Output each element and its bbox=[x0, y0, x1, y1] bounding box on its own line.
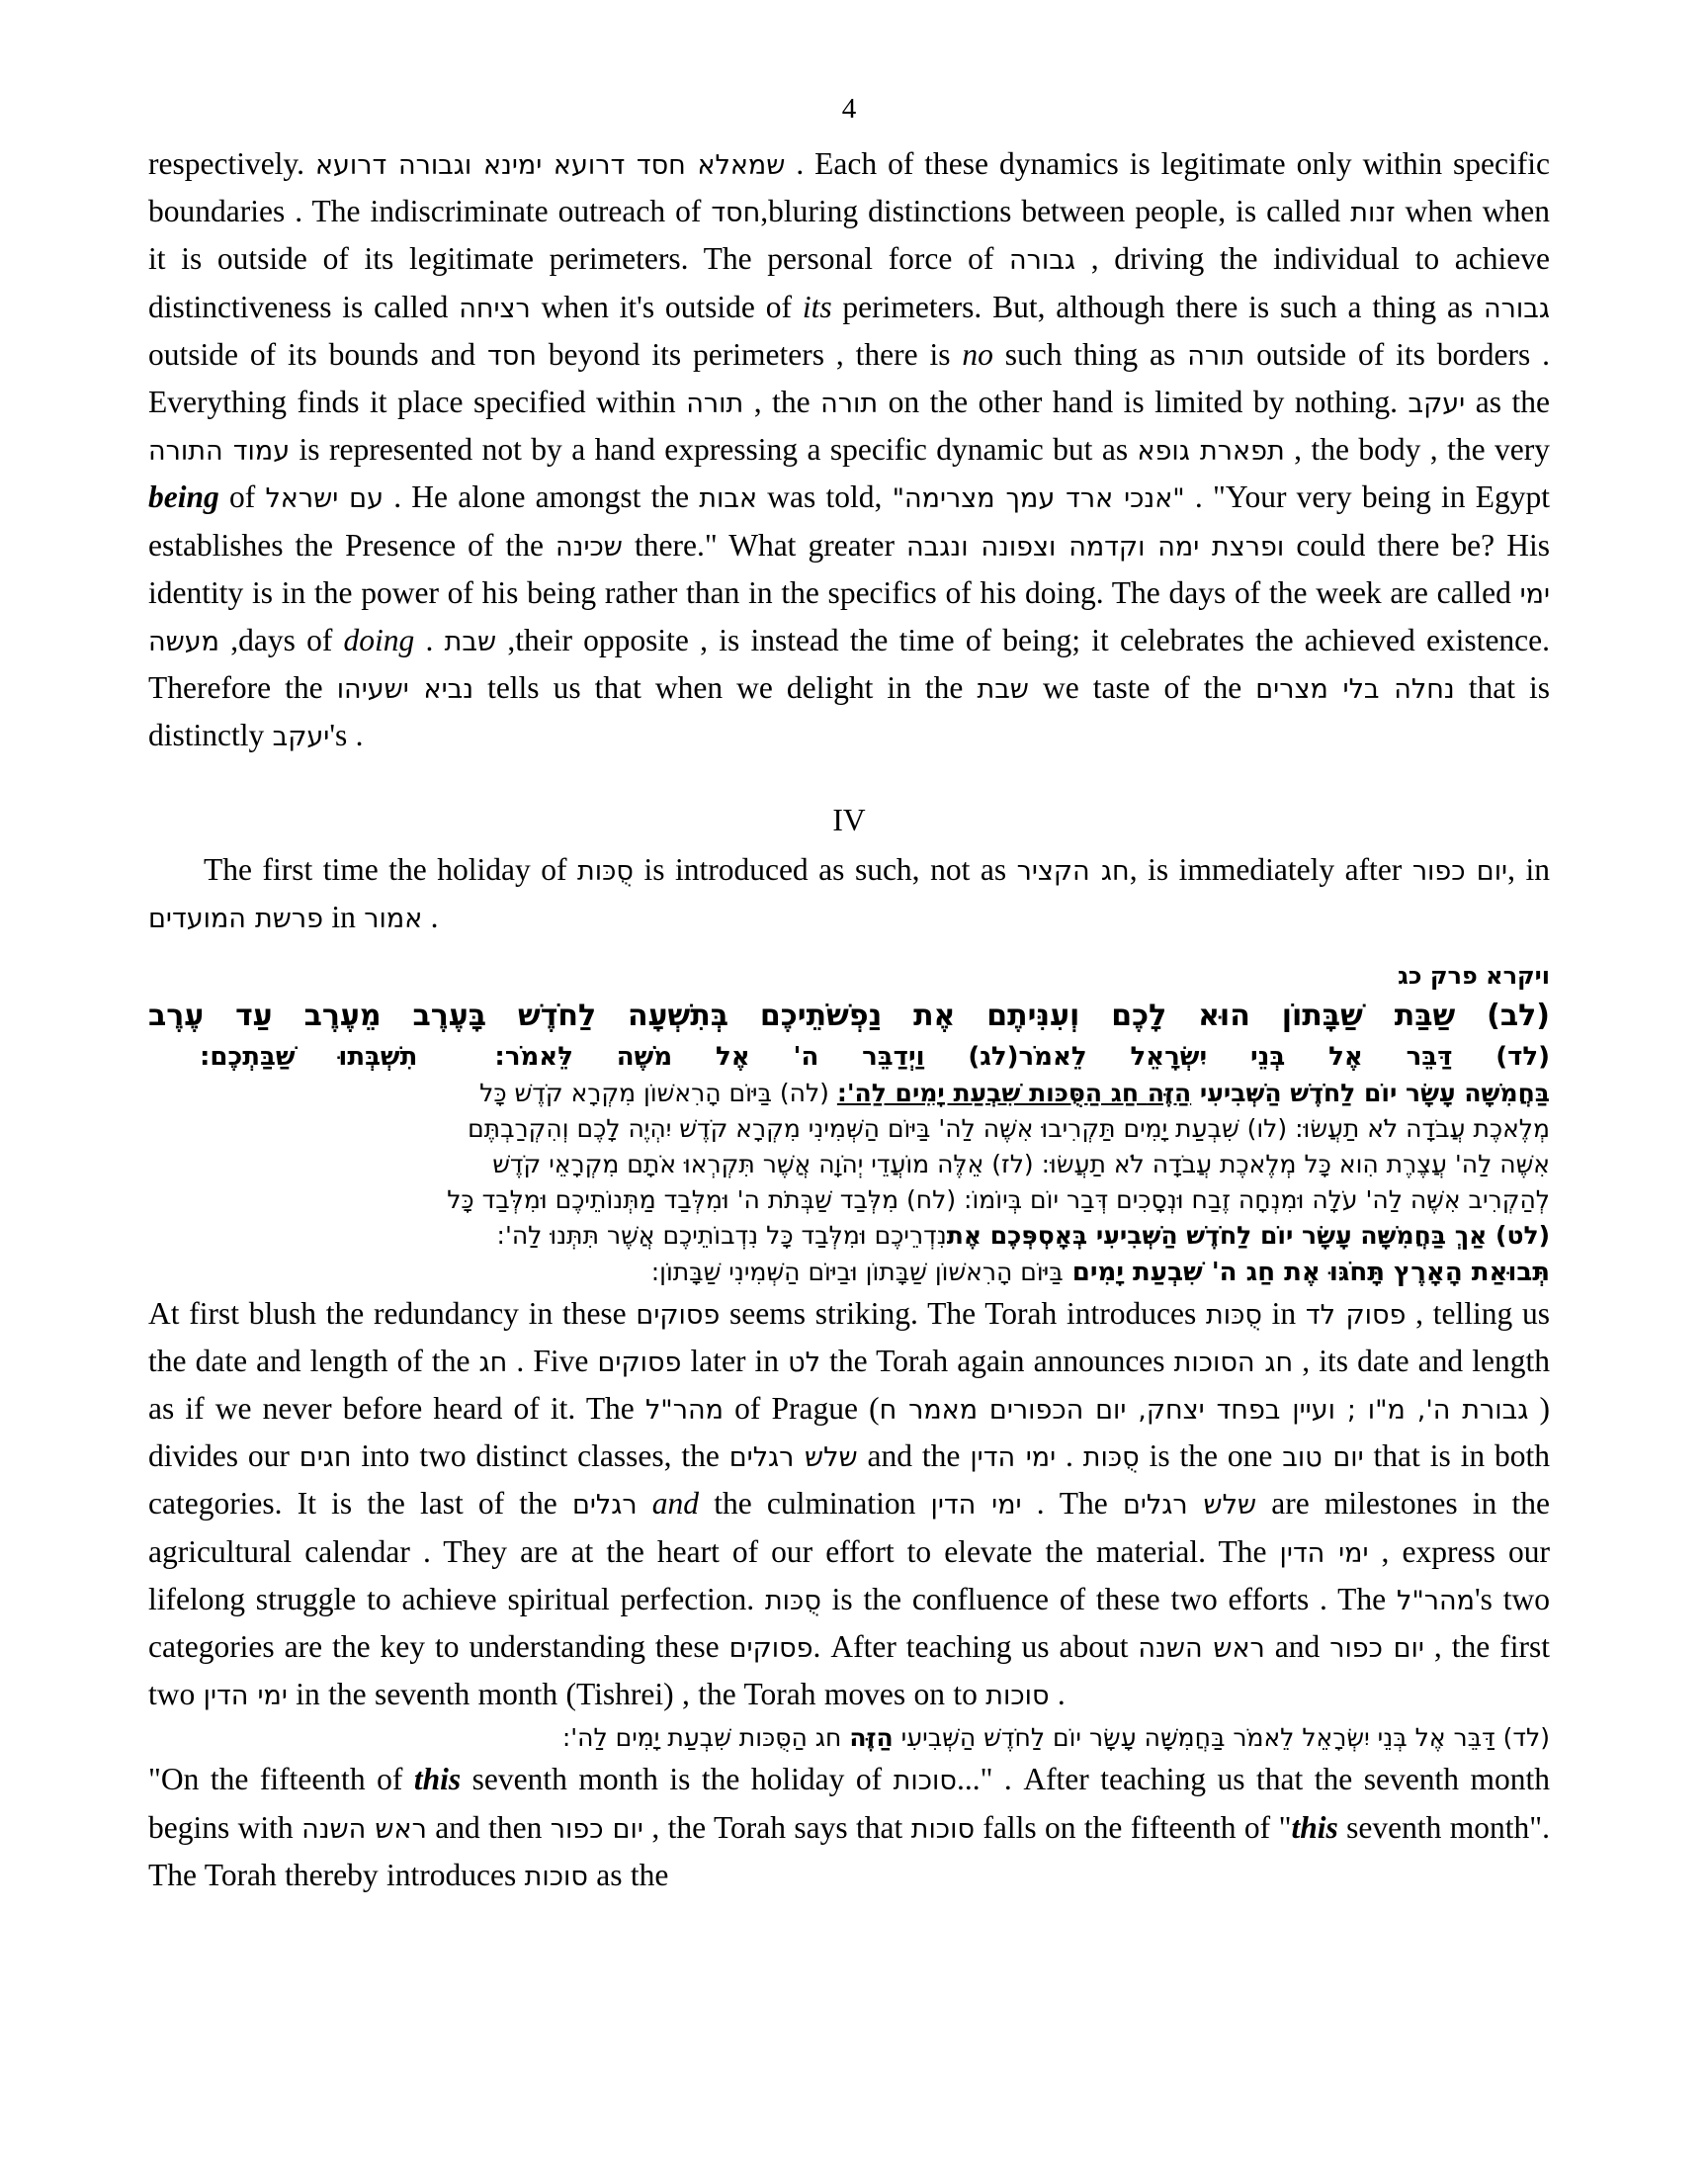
hebrew-term: יעקב bbox=[1408, 389, 1466, 420]
english-text: . After teaching us about bbox=[812, 1628, 1139, 1664]
verse-text: תִשְׁבְּתוּ שַׁבַּתְכֶם: bbox=[148, 1041, 418, 1072]
english-text: and then bbox=[426, 1809, 551, 1845]
english-text: respectively. bbox=[148, 146, 315, 181]
english-text: in bbox=[323, 900, 365, 935]
verse-line-34b-35 bbox=[148, 1076, 1550, 1111]
english-text: seventh month is the holiday of bbox=[461, 1762, 894, 1797]
english-text: such thing as bbox=[992, 336, 1188, 372]
english-text: into two distinct classes, the bbox=[351, 1438, 729, 1474]
english-text: falls on the fifteenth of " bbox=[974, 1809, 1292, 1845]
english-text: At first blush the redundancy in these bbox=[148, 1295, 637, 1331]
english-text: . Each of these dynamics is legitimate only within specific boundaries . The indiscriminate outreach of bbox=[148, 146, 1550, 229]
english-text bbox=[638, 1486, 652, 1521]
verse-bold-text: תְּבוּאַת הָאָרֶץ תָּחֹגּוּ אֶת חַג ה' שִׁבְעַת יָמִים bbox=[1063, 1257, 1550, 1287]
english-text: was told, bbox=[757, 479, 893, 515]
hebrew-term: פרשת המועדים bbox=[148, 904, 323, 935]
english-text: there." What greater bbox=[622, 527, 907, 563]
english-text: that is distinctly bbox=[148, 670, 1550, 753]
hebrew-term: שמאלא חסד דרועא ימינא וגבורה דרועא bbox=[314, 150, 786, 181]
english-text: of Prague ( bbox=[723, 1390, 880, 1426]
verse-text: חג הַסֻּכּות שִׁבְעַת יָמִים לַה': bbox=[561, 1723, 850, 1753]
english-text: 's two categories are the key to understanding these bbox=[148, 1581, 1550, 1664]
verse-line-39 bbox=[148, 1218, 1550, 1254]
hebrew-term: ופרצת ימה וקדמה וצפונה ונגבה bbox=[906, 531, 1285, 563]
english-text: is the confluence of these two efforts . The bbox=[820, 1581, 1397, 1616]
english-text: and the bbox=[857, 1438, 971, 1474]
verse-bold-text: (לט) אַךְ בַּחֲמִשָּׁה עָשָׂר יוֹם לַחֹדֶשׁ הַשְּׁבִיעִי בְּאָסְפְּכֶם אֶת bbox=[946, 1220, 1550, 1250]
english-text: . bbox=[1056, 1438, 1083, 1474]
hebrew-term: מהר"ל bbox=[1396, 1585, 1475, 1616]
english-text: seems striking. The Torah introduces bbox=[720, 1295, 1206, 1331]
english-text: that is in both categories. It is the last of the bbox=[148, 1438, 1550, 1522]
verse-underlined-chag-hasukot: חַג הַסֻּכּות שִׁבְעַת יָמִים לַה': bbox=[836, 1078, 1148, 1107]
hebrew-term: יום כפור bbox=[1329, 1632, 1424, 1664]
verse-line-37: אִשֶּׁה לַה' עֲצֶרֶת הִוא כָּל מְלֶאכֶת עֲבֹדָה לֹא תַעֲשׂוּ: (לז) אֵלֶּה מוֹעֲדֵי יְהֹוָה אֲשֶׁר תִּקְרְאוּ אֹתָם מִקְרָאֵי קֹדֶשׁ bbox=[492, 1149, 1550, 1178]
english-text: could there be? His identity is in the power of his being rather than in the specifics of his doing. The days of the week are called bbox=[148, 527, 1550, 610]
hebrew-term: נביא ישעיהו bbox=[336, 674, 474, 706]
hebrew-term: אמור bbox=[364, 904, 423, 935]
english-text: . bbox=[414, 623, 445, 658]
verse-text: (לד) דַּבֵּר אֶל בְּנֵי יִשְׂרָאֵל לֵאמֹר בַּחֲמִשָּׁה עָשָׂר יוֹם לַחֹדֶשׁ הַשְּׁבִיעִי bbox=[893, 1723, 1550, 1753]
paragraph-4 bbox=[148, 1757, 1550, 1900]
english-text: . "Your very being in Egypt establishes the Presence of the bbox=[148, 479, 1550, 563]
english-text: , the body , the very bbox=[1284, 432, 1551, 468]
hebrew-term: רציחה bbox=[459, 293, 531, 324]
english-text: on the other hand is limited by nothing. bbox=[878, 385, 1409, 420]
paragraph-3 bbox=[148, 1291, 1550, 1720]
english-text: The first time the holiday of bbox=[204, 852, 578, 888]
strong-emphasis-text: being bbox=[148, 479, 219, 515]
hebrew-term: סֻכּות bbox=[1205, 1299, 1262, 1331]
english-text: , is immediately after bbox=[1129, 852, 1412, 888]
emphasis-text: no bbox=[962, 336, 993, 372]
english-text: "On the fifteenth of bbox=[148, 1762, 414, 1797]
english-text: when it's outside of bbox=[530, 289, 803, 324]
english-text: is introduced as such, not as bbox=[633, 852, 1017, 888]
verse-underlined-hazeh: הַזֶּה bbox=[1147, 1078, 1192, 1107]
paragraph-1 bbox=[148, 141, 1550, 761]
hebrew-term: ימי מעשה bbox=[148, 578, 1550, 658]
hebrew-term: תפארת גופא bbox=[1137, 436, 1285, 468]
english-text: , express our lifelong struggle to achieve spiritual perfection. bbox=[148, 1533, 1550, 1616]
verse-line-39b bbox=[148, 1254, 1550, 1291]
hebrew-term: גבורה bbox=[1009, 245, 1076, 277]
english-text: beyond its perimeters , there is bbox=[536, 336, 963, 372]
english-text: as the bbox=[587, 1857, 669, 1892]
hebrew-term: חג bbox=[478, 1347, 508, 1378]
english-text: in the seventh month (Tishrei) , the Torah moves on to bbox=[287, 1677, 986, 1712]
hebrew-term: שבת bbox=[977, 674, 1029, 706]
hebrew-term: ימי הדין bbox=[930, 1490, 1022, 1522]
english-text: in bbox=[1261, 1295, 1306, 1331]
english-text: , telling us the date and length of the bbox=[148, 1295, 1550, 1378]
english-text: outside of its borders . Everything finds it place specified within bbox=[148, 336, 1550, 420]
hebrew-term: סֻכּות bbox=[577, 856, 634, 888]
english-text: when when it is outside of its legitimate perimeters. The personal force of bbox=[148, 194, 1550, 277]
hebrew-term: סוכות bbox=[524, 1861, 588, 1892]
hebrew-term: תורה bbox=[686, 389, 744, 420]
verse-text: (לה) בַּיּוֹם הָרִאשׁוֹן מִקְרָא קֹדֶשׁ כָּל bbox=[479, 1078, 837, 1107]
hebrew-term: עמוד התורה bbox=[148, 436, 291, 468]
english-text: 's . bbox=[329, 718, 364, 753]
english-text: ) divides our bbox=[148, 1390, 1550, 1474]
hebrew-term: תורה bbox=[1187, 340, 1245, 372]
english-text: perimeters. But, although there is such a thing as bbox=[831, 289, 1485, 324]
english-text: is represented not by a hand expressing a specific dynamic but as bbox=[290, 432, 1138, 468]
hebrew-term: פסוקים bbox=[636, 1299, 721, 1331]
english-text: , its date and length as if we never before heard of it. The bbox=[148, 1343, 1550, 1426]
source-citation-label: ויקרא פרק כג bbox=[1398, 961, 1550, 990]
english-text: we taste of the bbox=[1028, 670, 1256, 706]
verse-text: נִדְרֵיכֶם וּמִלְּבַד כָּל נִדְבוֹתֵיכֶם אֲשֶׁר תִּתְּנוּ לַה': bbox=[422, 1220, 947, 1250]
hebrew-term: פסוקים bbox=[597, 1347, 682, 1378]
hebrew-term: נחלה בלי מצרים bbox=[1255, 674, 1455, 706]
english-text: of bbox=[218, 479, 266, 515]
english-text: . The bbox=[1021, 1486, 1123, 1522]
english-text: . bbox=[1049, 1677, 1066, 1712]
hebrew-term: ימי הדין bbox=[970, 1442, 1057, 1474]
english-text: outside of its bounds and bbox=[148, 336, 487, 372]
hebrew-term: שלש רגלים bbox=[1122, 1490, 1257, 1522]
english-text: , driving the individual to achieve distinctiveness is called bbox=[148, 241, 1550, 324]
english-text: , the first two bbox=[148, 1628, 1550, 1712]
english-text: , in bbox=[1507, 852, 1550, 888]
verse-line-32a: (לב) שַבַּת שַׁבָּתוֹן הוּא לָכֶם וְעִנִּיתֶם אֶת נַפְשֹׁתֵיכֶם בְּתִשְׁעָה לַחֹדֶשׁ בָּעֶרֶב מֵעֶרֶב עַד עֶרֶב bbox=[148, 998, 1550, 1033]
english-text: seventh month". The Torah thereby introduces bbox=[148, 1809, 1550, 1892]
verse-text: (לד) דַּבֵּר אֶל בְּנֵי יִשְׂרָאֵל לֵאמֹר bbox=[1018, 1041, 1550, 1072]
hebrew-term: סוכות bbox=[893, 1766, 957, 1797]
verse-line-38: לְהַקְרִיב אִשֶּׁה לַה' עֹלָה וּמִנְחָה זֶבַח וּנְסָכִים דְּבַר יוֹם בְּיוֹמוֹ: (לח) מִלְּבַד שַׁבְּתֹת ה' וּמִלְּבַד מַתְּנוֹתֵיכֶם וּמִלְּבַד כָּל bbox=[447, 1184, 1550, 1214]
hebrew-term: עם ישראל bbox=[265, 483, 384, 515]
verse-text: בַּיּוֹם הָרִאשׁוֹן שַׁבָּתוֹן וּבַיּוֹם הַשְּׁמִינִי שַׁבָּתוֹן: bbox=[650, 1257, 1064, 1286]
hebrew-term: "אנכי ארד עמך מצרימה" bbox=[892, 483, 1185, 515]
english-text: and bbox=[1264, 1628, 1330, 1664]
english-text: the culmination bbox=[699, 1486, 931, 1522]
hebrew-term: גבורת ה', מ"ו ; ועיין בפחד יצחק, יום הכפורים מאמר ח bbox=[879, 1394, 1529, 1426]
english-text: as the bbox=[1465, 385, 1550, 420]
hebrew-term: שבת bbox=[444, 627, 497, 658]
hebrew-term: ימי הדין bbox=[203, 1681, 288, 1712]
hebrew-term: סֻכּות bbox=[764, 1585, 821, 1616]
hebrew-term: חגים bbox=[299, 1442, 352, 1474]
page-number: 4 bbox=[841, 93, 857, 125]
hebrew-term: אבות bbox=[699, 483, 758, 515]
english-text: . bbox=[422, 900, 439, 935]
english-text: ,bluring distinctions between people, is called bbox=[760, 194, 1351, 229]
hebrew-term: חג הקציר bbox=[1016, 856, 1130, 888]
emphasis-text: doing bbox=[343, 623, 415, 658]
emphasis-text: and bbox=[651, 1486, 700, 1522]
hebrew-term: לט bbox=[788, 1347, 821, 1378]
hebrew-term: פסוקים bbox=[728, 1632, 813, 1664]
english-text: ,their opposite , is instead the time of being; it celebrates the achieved existence. Therefore the bbox=[148, 623, 1551, 706]
emphasis-text: its bbox=[802, 289, 832, 324]
hebrew-term: זנות bbox=[1350, 198, 1396, 229]
hebrew-term: חג הסוכות bbox=[1173, 1347, 1294, 1378]
english-text: is the one bbox=[1139, 1438, 1283, 1474]
english-text: tells us that when we delight in the bbox=[473, 670, 978, 706]
hebrew-term: ראש השנה bbox=[301, 1813, 427, 1845]
paragraph-2 bbox=[148, 847, 1550, 942]
hebrew-term: גבורה bbox=[1484, 293, 1550, 324]
hebrew-term: חסד bbox=[486, 340, 537, 372]
english-text: ..." . After teaching us that the seventh month begins with bbox=[148, 1762, 1551, 1845]
verse-inline-34 bbox=[148, 1719, 1550, 1757]
hebrew-term: סוכות bbox=[985, 1681, 1050, 1712]
verse-line-36: מְלֶאכֶת עֲבֹדָה לֹא תַעֲשׂוּ: (לו) שִׁבְעַת יָמִים תַּקְרִיבוּ אִשֶּׁה לַה' בַּיּוֹם הַשְּׁמִינִי מִקְרָא קֹדֶשׁ יִהְיֶה לָכֶם וְהִקְרַבְתֶּם bbox=[468, 1113, 1550, 1143]
strong-emphasis-text: this bbox=[413, 1762, 462, 1797]
hebrew-term: תורה bbox=[820, 389, 879, 420]
hebrew-term: סוכות bbox=[910, 1813, 975, 1845]
verse-line-32b-33-34 bbox=[148, 1038, 1550, 1076]
hebrew-term: שכינה bbox=[555, 531, 623, 563]
section-number-heading: IV bbox=[832, 802, 866, 837]
hebrew-term: שלש רגלים bbox=[728, 1442, 858, 1474]
hebrew-term: סֻכּות bbox=[1082, 1442, 1140, 1474]
hebrew-term: יעקב bbox=[272, 722, 330, 753]
hebrew-term: יום כפור bbox=[550, 1813, 643, 1845]
hebrew-term: ראש השנה bbox=[1138, 1632, 1265, 1664]
verse-text: (לג) וַיְדַבֵּר ה' אֶל מֹשֶׁה לֵּאמֹר: bbox=[417, 1041, 1019, 1072]
strong-emphasis-text: this bbox=[1291, 1809, 1338, 1845]
hebrew-term: ימי הדין bbox=[1279, 1537, 1369, 1569]
english-text: , the Torah says that bbox=[642, 1809, 911, 1845]
english-text: . He alone amongst the bbox=[383, 479, 700, 515]
english-text: . Five bbox=[507, 1343, 598, 1378]
english-text: are milestones in the agricultural calendar . They are at the heart of our effort to elevate the material. The bbox=[148, 1486, 1550, 1569]
english-text: the Torah again announces bbox=[820, 1343, 1174, 1378]
english-text: ,days of bbox=[219, 623, 344, 658]
hebrew-term: יום כפור bbox=[1411, 856, 1508, 888]
hebrew-term: יום טוב bbox=[1282, 1442, 1364, 1474]
hebrew-term: רגלים bbox=[571, 1490, 638, 1522]
hebrew-term: חסד bbox=[711, 198, 761, 229]
verse-bold-text: בַּחֲמִשָּׁה עָשָׂר יוֹם לַחֹדֶשׁ הַשְּׁבִיעִי bbox=[1191, 1078, 1550, 1107]
hebrew-term: מהר"ל bbox=[644, 1394, 724, 1426]
english-text: later in bbox=[681, 1343, 789, 1378]
hebrew-term: פסוק לד bbox=[1305, 1299, 1407, 1331]
english-text: , the bbox=[743, 385, 821, 420]
verse-bold-hazeh: הַזֶּה bbox=[849, 1723, 894, 1753]
